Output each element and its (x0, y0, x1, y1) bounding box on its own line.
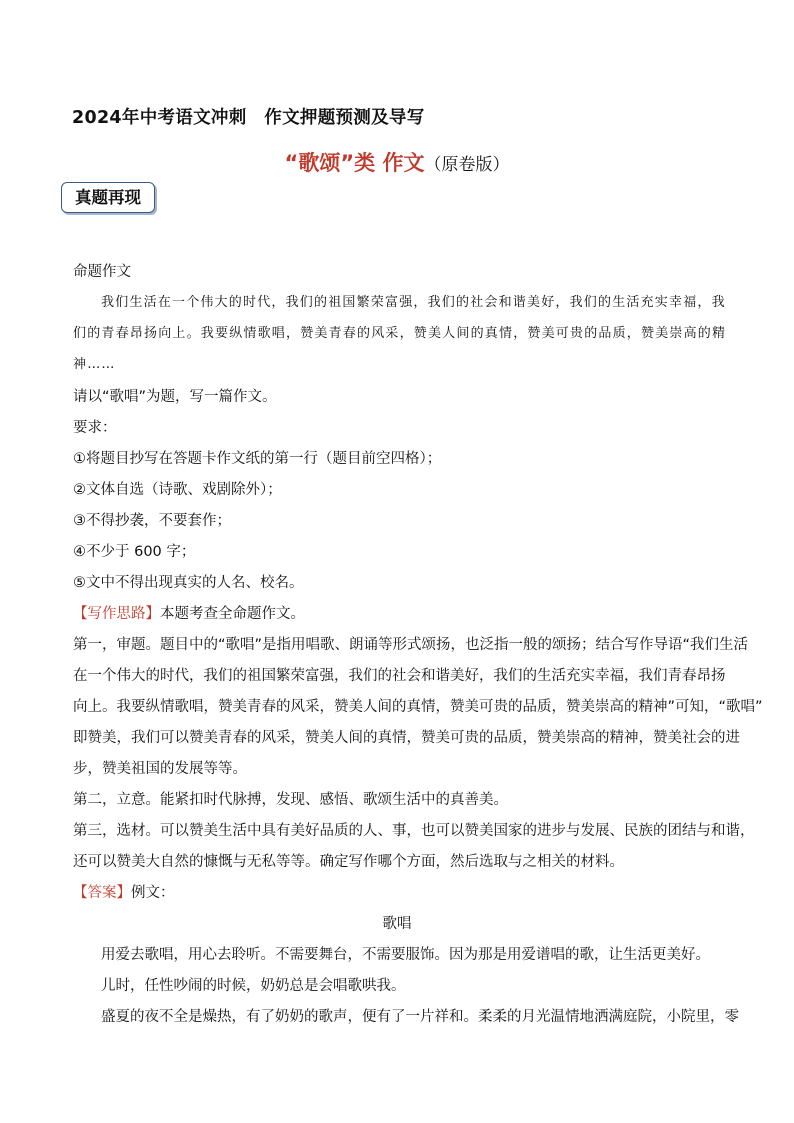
analysis-line: 即赞美，我们可以赞美青春的风采，赞美人间的真情，赞美可贵的品质，赞美崇高的精神，赞美社会的进 (73, 730, 740, 746)
essay-paragraph: 用爱去歌唱，用心去聆听。不需要舞台，不需要服饰。因为那是用爱谱唱的歌，让生活更美好。 (101, 947, 710, 963)
answer-label: 【答案】 (73, 885, 131, 901)
analysis-heading (73, 602, 305, 623)
material-line: 我们生活在一个伟大的时代，我们的祖国繁荣富强，我们的社会和谐美好，我们的生活充实幸福，我 (101, 295, 726, 310)
subtitle-paren: （原卷版） (424, 155, 510, 175)
document-title: 2024年中考语文冲刺 作文押题预测及导写 (72, 108, 425, 128)
subtitle (0, 147, 794, 177)
analysis-line: 还可以赞美大自然的慷慨与无私等等。确定写作哪个方面，然后选取与之相关的材料。 (73, 854, 624, 870)
essay-title: 歌唱 (382, 916, 412, 932)
analysis-line: 第三，选材。可以赞美生活中具有美好品质的人、事，也可以赞美国家的进步与发展、民族的团结与和谐， (73, 823, 755, 839)
requirement-item: ②文体自选（诗歌、戏剧除外）； (73, 482, 282, 498)
requirement-item: ④不少于 600 字； (73, 544, 196, 560)
prompt-type-label: 命题作文 (73, 264, 131, 280)
requirement-item: ③不得抄袭，不要套作； (73, 513, 231, 529)
material-line: 神…… (73, 357, 116, 372)
essay-paragraph: 儿时，任性吵闹的时候，奶奶总是会唱歌哄我。 (101, 978, 406, 994)
analysis-label: 【写作思路】 (73, 606, 160, 622)
requirement-item: ⑤文中不得出现真实的人名、校名。 (73, 575, 304, 591)
analysis-line: 第二，立意。能紧扣时代脉搏，发现、感悟、歌颂生活中的真善美。 (73, 792, 508, 808)
essay-paragraph: 盛夏的夜不全是燥热，有了奶奶的歌声，便有了一片祥和。柔柔的月光温情地洒满庭院，小院里，零 (101, 1009, 739, 1025)
section-tag: 真题再现 (61, 182, 155, 213)
analysis-line: 在一个伟大的时代，我们的祖国繁荣富强，我们的社会和谐美好，我们的生活充实幸福，我们青春昂扬 (73, 668, 726, 684)
material-line: 们的青春昂扬向上。我要纵情歌唱，赞美青春的风采，赞美人间的真情，赞美可贵的品质，赞美崇高的精 (73, 326, 727, 341)
subtitle-main: “歌颂”类 作文 (284, 151, 425, 175)
requirements-label: 要求： (73, 420, 117, 436)
answer-intro: 例文： (131, 885, 175, 901)
analysis-line: 步，赞美祖国的发展等等。 (73, 761, 247, 777)
requirement-item: ①将题目抄写在答题卡作文纸的第一行（题目前空四格）； (73, 451, 442, 467)
answer-heading (73, 881, 175, 902)
analysis-intro: 本题考查全命题作文。 (160, 606, 305, 622)
analysis-line: 向上。我要纵情歌唱，赞美青春的风采，赞美人间的真情，赞美可贵的品质，赞美崇高的精神”可知，“歌唱” (73, 699, 763, 715)
analysis-line: 第一，审题。题目中的“歌唱”是指用唱歌、朗诵等形式颂扬，也泛指一般的颂扬；结合写作导语“我们生活 (73, 637, 749, 653)
instruction: 请以“歌唱”为题，写一篇作文。 (73, 389, 277, 405)
